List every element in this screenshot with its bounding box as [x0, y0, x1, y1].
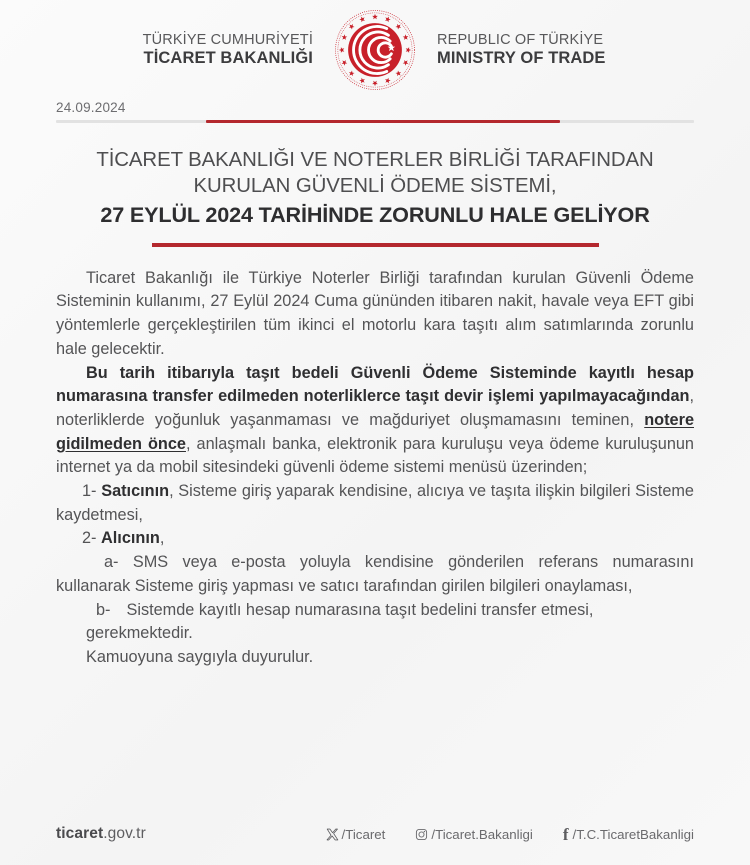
list-item-2 [56, 527, 694, 551]
page-title-line3: 27 EYLÜL 2024 TARİHİNDE ZORUNLU HALE GELİYOR [100, 202, 650, 228]
paragraph-2 [56, 362, 694, 481]
brand-turkish-line1: TÜRKİYE CUMHURİYETİ [142, 31, 313, 48]
list-item-2a-marker: a- [104, 553, 119, 572]
list-item-1-bold: Satıcının [101, 482, 170, 501]
title-underline-accent [152, 243, 599, 247]
website-url-rest: .gov.tr [103, 825, 146, 842]
paragraph-2-bold-lead: Bu tarih itibarıyla taşıt bedeli Güvenli Ödeme Sisteminde kayıtlı hesap numarasına transfer edilmeden noterliklerce taşıt devir işlemi yapılmayacağından [56, 363, 694, 406]
social-link-x[interactable] [326, 827, 386, 842]
list-item-2-marker: 2- [82, 529, 97, 548]
closing-line-2: Kamuoyuna saygıyla duyurulur. [86, 647, 314, 666]
list-item-2-text: , [159, 529, 165, 548]
social-links [326, 826, 694, 843]
paragraph-2-end: , anlaşmalı banka, elektronik para kuruluşu veya ödeme kuruluşunun internet ya da mobil sitesindeki güvenli ödeme sistemi menüsü üzerinden; [56, 434, 694, 477]
social-handle-x: /Ticaret [341, 826, 386, 842]
brand-english-line1: REPUBLIC OF TÜRKİYE [437, 31, 604, 48]
page-title-line1: TİCARET BAKANLIĞI VE NOTERLER BİRLİĞİ TARAFINDAN [96, 149, 654, 171]
page-footer [0, 825, 750, 843]
social-handle-instagram: /Ticaret.Bakanligi [431, 826, 533, 842]
social-link-facebook[interactable] [563, 826, 694, 843]
paragraph-1: Ticaret Bakanlığı ile Türkiye Noterler Birliği tarafından kurulan Güvenli Ödeme Sisteminin kullanımı, 27 Eylül 2024 Cuma gününden itibaren nakit, havale veya EFT gibi yöntemlerle gerçekleştirilen tüm ikinci el motorlu kara taşıtı alım satımlarında zorunlu hale gelecektir. [56, 268, 694, 358]
page-header [0, 0, 750, 100]
header-divider-accent [206, 120, 560, 123]
list-item-2b-marker: b- [96, 600, 111, 619]
facebook-icon: f [562, 824, 569, 844]
paragraph-2-underlined-phrase: notere gidilmeden önce [56, 410, 694, 453]
social-handle-facebook: /T.C.TicaretBakanligi [572, 826, 694, 842]
website-url-strong: ticaret [56, 825, 104, 842]
instagram-icon [415, 828, 428, 841]
list-item-2a [56, 551, 694, 598]
title-block [0, 147, 750, 247]
list-item-2-bold: Alıcının [101, 529, 160, 548]
brand-turkish-line2: TİCARET BAKANLIĞI [143, 49, 313, 68]
list-item-1 [56, 480, 694, 527]
list-item-2b [56, 599, 694, 623]
list-item-2b-text: Sistemde kayıtlı hesap numarasına taşıt bedelini transfer etmesi, [126, 600, 594, 619]
brand-block [95, 8, 655, 92]
brand-english [437, 32, 655, 69]
x-twitter-icon [326, 828, 339, 841]
header-divider [56, 120, 694, 123]
brand-turkish [95, 32, 313, 69]
paragraph-2-mid: , noterliklerde yoğunluk yaşanmaması ve mağduriyet oluşmamasını teminen, [56, 387, 694, 429]
ministry-of-trade-emblem-icon [333, 8, 417, 92]
closing-line-1: gerekmektedir. [86, 624, 193, 643]
page-title-line2: KURULAN GÜVENLİ ÖDEME SİSTEMİ, [193, 175, 557, 198]
announcement-body [0, 267, 750, 670]
brand-english-line2: MINISTRY OF TRADE [437, 49, 606, 68]
date-row [0, 100, 750, 123]
website-url[interactable] [56, 825, 146, 843]
publication-date: 24.09.2024 [56, 100, 126, 115]
social-link-instagram[interactable] [415, 827, 533, 842]
list-item-1-marker: 1- [82, 482, 97, 501]
list-item-1-text: , Sisteme giriş yaparak kendisine, alıcıya ve taşıta ilişkin bilgileri Sisteme kaydetmesi, [56, 482, 694, 524]
list-item-2a-text: SMS veya e-posta yoluyla kendisine gönderilen referans numarasını kullanarak Sisteme giriş yapması ve satıcı tarafından girilen bilgileri onaylaması, [56, 553, 694, 595]
